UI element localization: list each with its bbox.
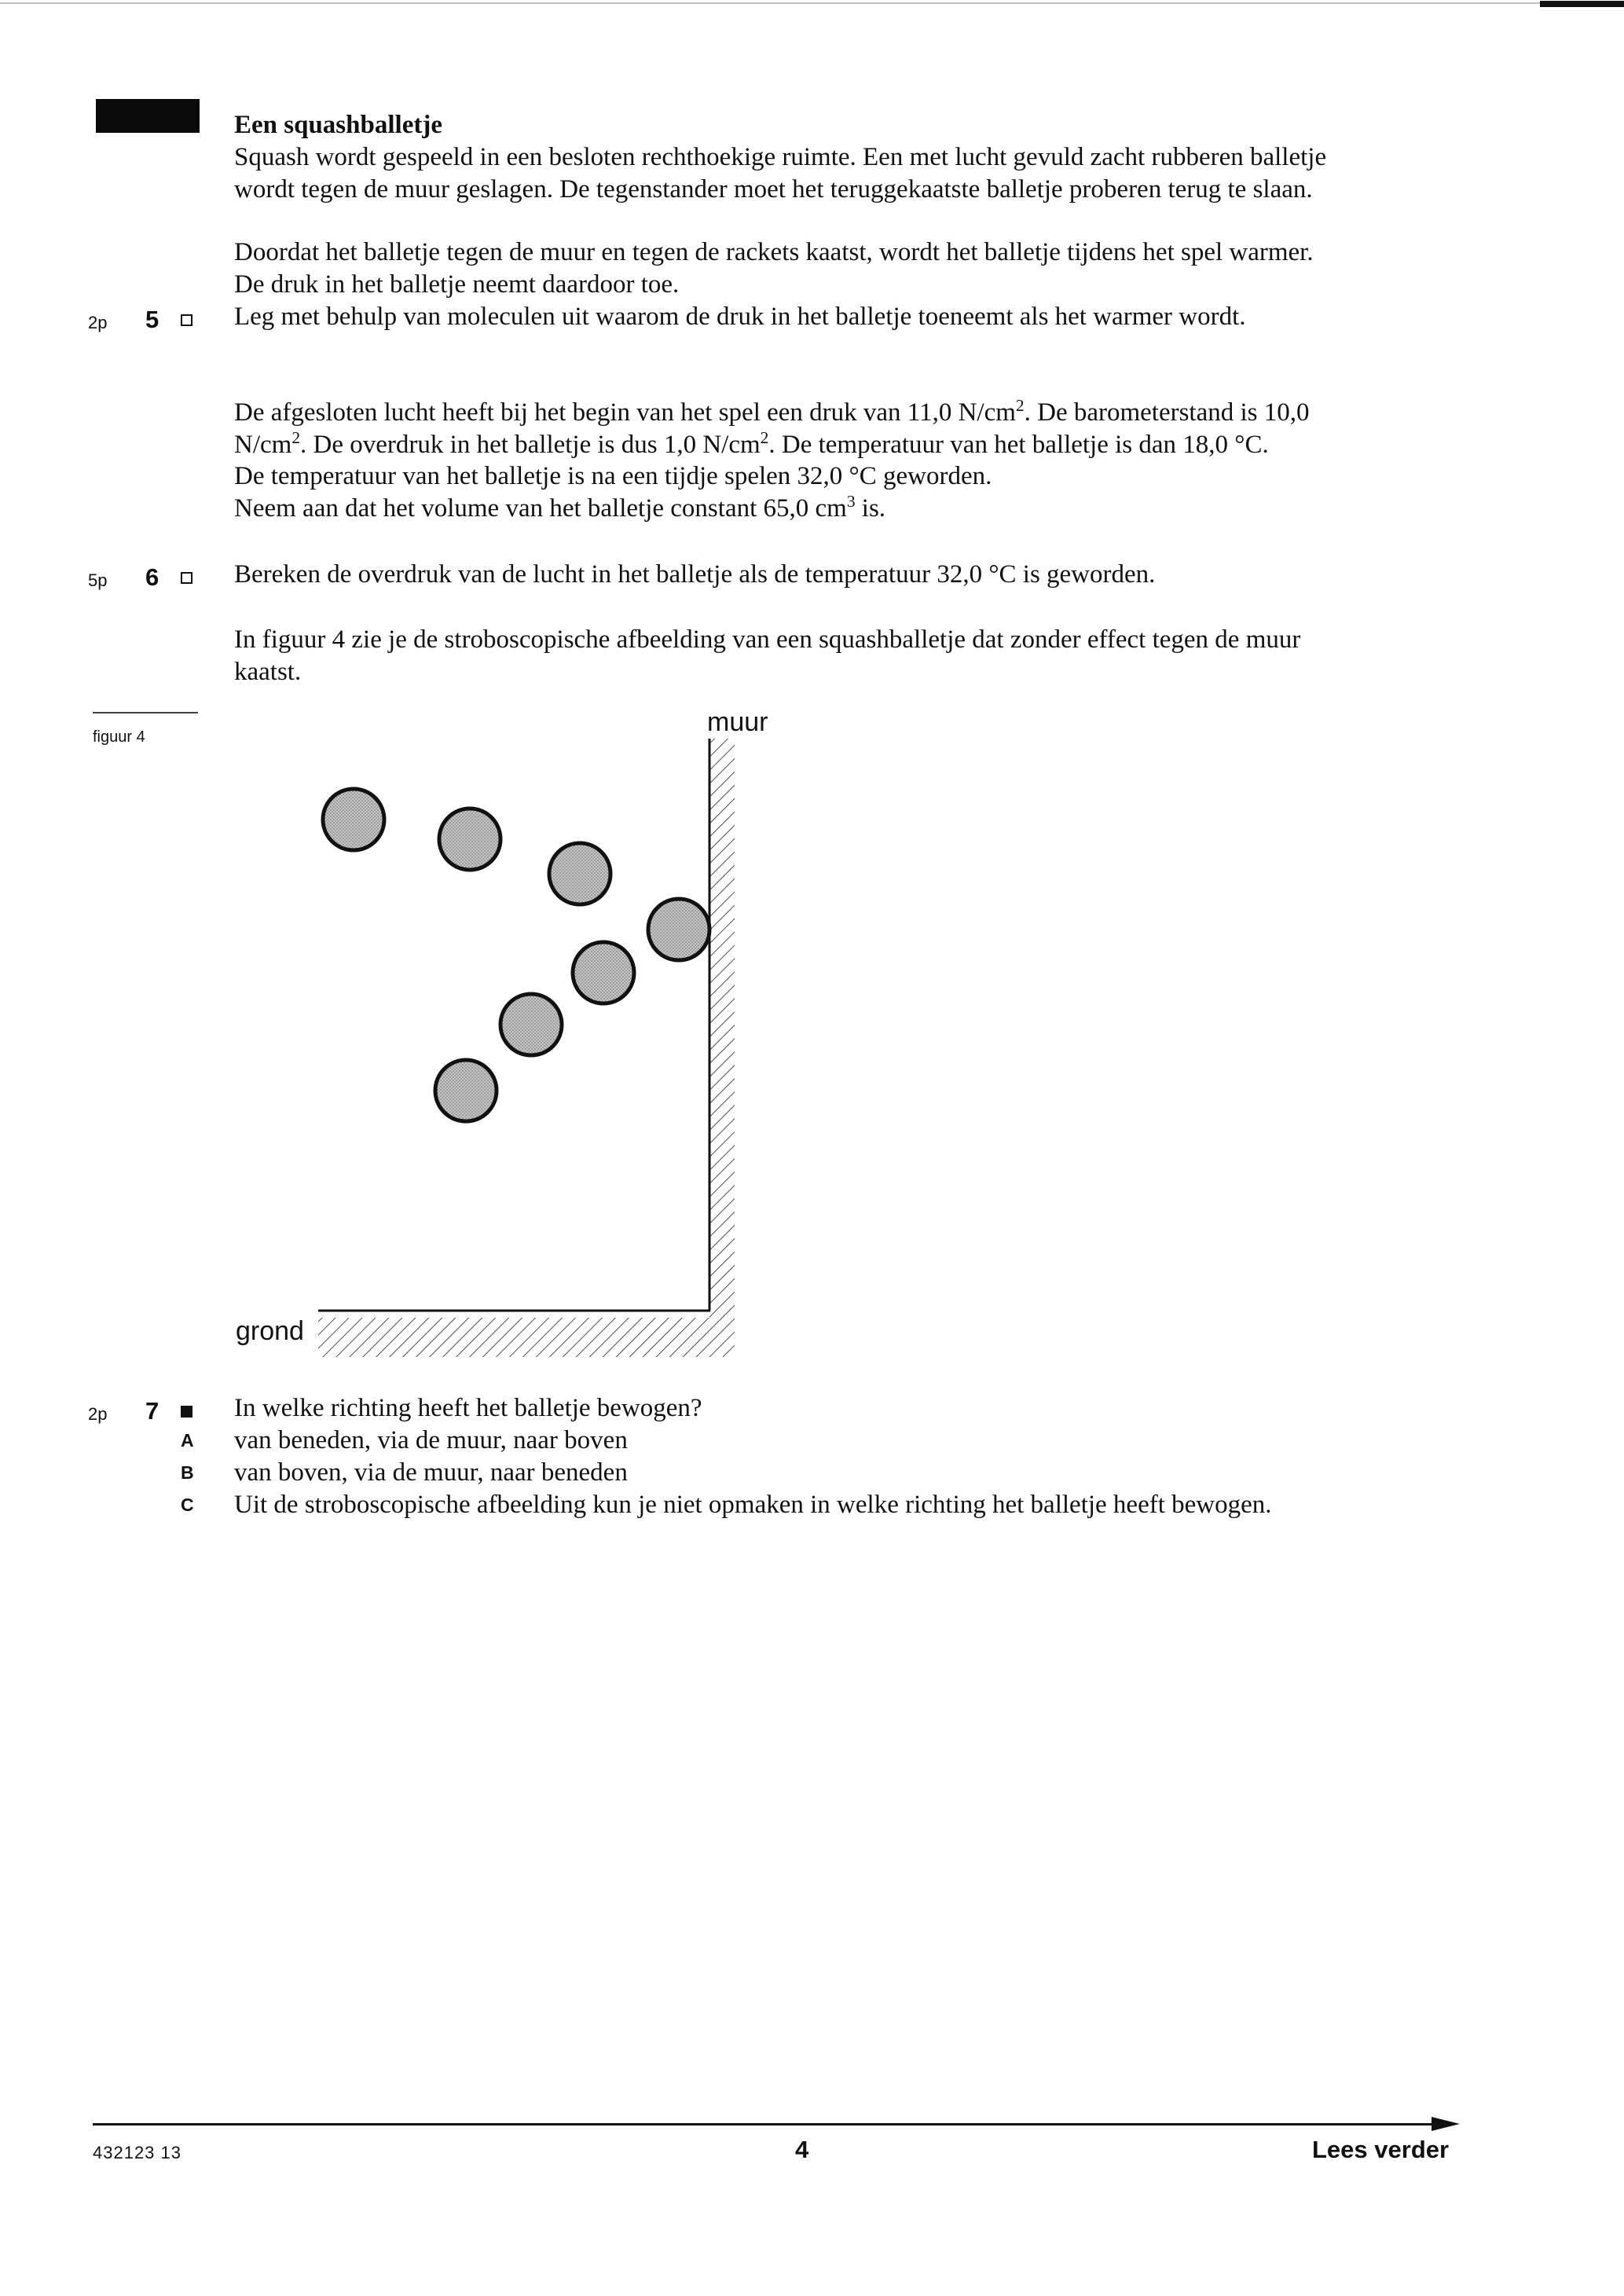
answer-checkbox-icon[interactable] (181, 314, 192, 326)
figure-intro-paragraph: In figuur 4 zie je de stroboscopische afbeelding van een squashballetje dat zonder effect tegen de muur kaatst. (234, 625, 1301, 686)
section-title: Een squashballetje (234, 111, 442, 139)
footer-rule (93, 2123, 1446, 2125)
unit-exponent: 2 (1015, 396, 1025, 416)
volume-line-end: is. (855, 493, 886, 523)
question-7-number: 7 (145, 1397, 159, 1425)
option-b-text[interactable]: van boven, via de muur, naar beneden (234, 1458, 628, 1487)
pressure-line-3: . De overdruk in het balletje is dus 1,0 N/cm (300, 430, 761, 459)
question-7-text: In welke richting heeft het balletje bewogen? (234, 1394, 702, 1422)
option-c-text[interactable]: Uit de stroboscopische afbeelding kun je niet opmaken in welke richting het balletje heeft bewogen. (234, 1491, 1272, 1519)
page-number: 4 (795, 2136, 809, 2163)
intro-paragraph-2: Doordat het balletje tegen de muur en tegen de rackets kaatst, wordt het balletje tijdens het spel warmer. De druk in het balletje neemt daardoor toe. (234, 238, 1314, 299)
ball-position (435, 1060, 497, 1121)
pressure-line-2: . De barometerstand is 10,0 N/cm (234, 398, 1310, 459)
question-5-points: 2p (88, 313, 108, 332)
figure-label: figuur 4 (93, 728, 145, 746)
wall-hatching (709, 739, 735, 1357)
pressure-line-1: De afgesloten lucht heeft bij het begin van het spel een druk van 11,0 N/cm (234, 398, 1016, 427)
ground-hatching (318, 1318, 735, 1357)
question-6-number: 6 (145, 563, 159, 591)
intro-paragraph: Squash wordt gespeeld in een besloten rechthoekige ruimte. Een met lucht gevuld zacht rubberen balletje wordt tegen de muur geslagen. De tegenstander moet het teruggekaatste balletje proberen terug te slaan. (234, 143, 1327, 204)
temperature-after-line: De temperatuur van het balletje is na een tijdje spelen 32,0 °C geworden. (234, 462, 992, 490)
answer-checkbox-filled-icon[interactable] (181, 1406, 192, 1418)
figure-separator (93, 712, 198, 713)
ball-position (573, 942, 634, 1003)
ball-position (549, 843, 610, 904)
unit-exponent: 2 (760, 427, 769, 447)
question-6-points: 5p (88, 570, 108, 590)
question-5-meta (88, 303, 222, 335)
top-rule-mark (1540, 1, 1624, 7)
exam-code: 432123 13 (93, 2143, 181, 2162)
question-7-meta (88, 1395, 222, 1426)
question-6-text: Bereken de overdruk van de lucht in het balletje als de temperatuur 32,0 °C is geworden. (234, 560, 1156, 589)
stroboscopic-figure (220, 699, 786, 1367)
continue-label: Lees verder (1312, 2136, 1450, 2163)
unit-exponent: 2 (291, 427, 301, 447)
ball-position (439, 809, 500, 870)
pressure-paragraph (234, 397, 1350, 524)
ball-position (648, 899, 709, 960)
option-a-letter: A (181, 1430, 194, 1451)
question-7-points: 2p (88, 1404, 108, 1424)
top-rule (0, 2, 1540, 4)
option-a-text[interactable]: van beneden, via de muur, naar boven (234, 1426, 628, 1454)
section-marker-block (96, 99, 200, 133)
ball-position (500, 994, 562, 1055)
unit-exponent: 3 (846, 491, 856, 511)
ball-position (323, 789, 384, 850)
question-5-text: Leg met behulp van moleculen uit waarom de druk in het balletje toeneemt als het warmer wordt. (234, 303, 1246, 331)
wall-label: muur (707, 707, 768, 737)
option-c-letter: C (181, 1495, 194, 1515)
next-arrow-icon (1432, 2117, 1460, 2131)
ground-label: grond (236, 1316, 304, 1346)
answer-checkbox-icon[interactable] (181, 572, 192, 584)
question-6-meta (88, 561, 222, 592)
option-b-letter: B (181, 1462, 194, 1483)
volume-line: Neem aan dat het volume van het balletje constant 65,0 cm (234, 493, 847, 523)
question-5-number: 5 (145, 306, 159, 333)
temperature-line: . De temperatuur van het balletje is dan 18,0 °C. (768, 430, 1269, 459)
